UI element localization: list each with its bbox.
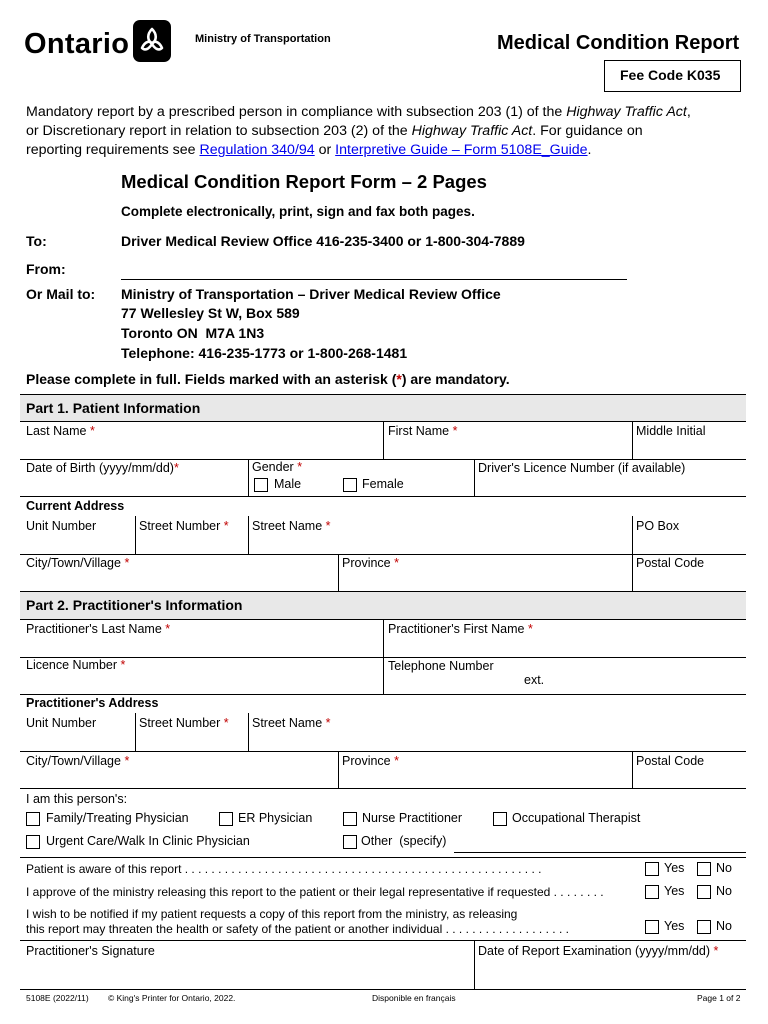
intro-text: ,: [686, 104, 691, 120]
practitioner-street-name-label: Street Name *: [252, 716, 331, 730]
practitioner-unit-label: Unit Number: [26, 716, 97, 730]
intro-line-2: [26, 123, 643, 139]
instruction-text: ) are mandatory.: [401, 371, 510, 387]
complete-instruction: [26, 371, 510, 387]
nurse-practitioner-label: Nurse Practitioner: [362, 811, 463, 825]
regulation-link[interactable]: Regulation 340/94: [199, 142, 315, 158]
urgent-care-label: Urgent Care/Walk In Clinic Physician: [46, 834, 250, 848]
mail-address-line-4: Telephone: 416-235-1773 or 1-800-268-1481: [121, 345, 408, 361]
intro-text: .: [587, 142, 592, 158]
practitioner-postal-label: Postal Code: [636, 754, 705, 768]
approve-release-question: I approve of the ministry releasing this report to the patient or their legal representative if requested . . . . . . . .: [26, 885, 604, 899]
form-number: 5108E (2022/11): [26, 993, 89, 1003]
form-title: Medical Condition Report Form – 2 Pages: [121, 171, 487, 192]
intro-text: reporting requirements see: [26, 142, 200, 158]
ontario-logo-text: Ontario: [24, 28, 130, 60]
mail-address-line-2: 77 Wellesley St W, Box 589: [121, 305, 300, 321]
male-checkbox[interactable]: [254, 478, 268, 492]
fee-code-box: [604, 60, 741, 92]
interpretive-guide-link[interactable]: Interpretive Guide – Form 5108E_Guide: [335, 142, 588, 158]
french-availability: Disponible en français: [372, 993, 456, 1003]
notify-question-line-2: this report may threaten the health or safety of the patient or another individual . . . . . . . . . . . . . . . . . . .: [26, 922, 569, 936]
patient-aware-yes-checkbox[interactable]: [645, 862, 659, 876]
unit-number-label: Unit Number: [26, 519, 97, 533]
part1-heading: Part 1. Patient Information: [26, 400, 201, 416]
role-question: I am this person's:: [26, 792, 128, 806]
mail-address-line-1: Ministry of Transportation – Driver Medical Review Office: [121, 286, 501, 302]
notify-no-checkbox[interactable]: [697, 920, 711, 934]
from-input-line[interactable]: [121, 279, 627, 280]
male-label: Male: [274, 477, 302, 491]
no-label: No: [716, 861, 732, 875]
to-value: Driver Medical Review Office 416-235-3400 or 1-800-304-7889: [121, 233, 525, 249]
form-subtitle: Complete electronically, print, sign and fax both pages.: [121, 204, 475, 219]
yes-label: Yes: [664, 884, 685, 898]
urgent-care-checkbox[interactable]: [26, 835, 40, 849]
first-name-label: First Name *: [388, 424, 458, 438]
part2-heading-bar: [20, 591, 746, 619]
practitioner-street-number-label: Street Number *: [139, 716, 229, 730]
mail-address-line-3: Toronto ON M7A 1N3: [121, 325, 265, 341]
province-label: Province *: [342, 556, 399, 570]
occupational-therapist-label: Occupational Therapist: [512, 811, 641, 825]
practitioner-address-heading: Practitioner's Address: [26, 696, 159, 710]
po-box-label: PO Box: [636, 519, 680, 533]
page-number: Page 1 of 2: [697, 993, 741, 1003]
female-checkbox[interactable]: [343, 478, 357, 492]
telephone-ext-label: ext.: [524, 673, 545, 687]
intro-line-1: [26, 104, 691, 120]
page-title: Medical Condition Report: [497, 32, 740, 54]
gender-label: Gender *: [252, 460, 303, 474]
street-number-label: Street Number *: [139, 519, 229, 533]
female-label: Female: [362, 477, 404, 491]
last-name-label: Last Name *: [26, 424, 95, 438]
intro-line-3: [26, 142, 592, 158]
practitioner-province-label: Province *: [342, 754, 399, 768]
signature-label: Practitioner's Signature: [26, 944, 155, 958]
yes-label: Yes: [664, 861, 685, 875]
intro-text: . For guidance on: [532, 123, 643, 139]
current-address-heading: Current Address: [26, 499, 125, 513]
drivers-licence-label: Driver's Licence Number (if available): [478, 461, 686, 475]
patient-aware-question: Patient is aware of this report . . . . . . . . . . . . . . . . . . . . . . . . . . . . . . . . . . . . . . . . . . . . . . . . . . . . . .: [26, 862, 542, 876]
practitioner-first-name-label: Practitioner's First Name *: [388, 622, 533, 636]
no-label: No: [716, 919, 732, 933]
family-physician-label: Family/Treating Physician: [46, 811, 189, 825]
postal-code-label: Postal Code: [636, 556, 705, 570]
dob-label: Date of Birth (yyyy/mm/dd)*: [26, 461, 179, 475]
intro-text: or Discretionary report in relation to subsection 203 (2) of the: [26, 123, 412, 139]
practitioner-city-label: City/Town/Village *: [26, 754, 130, 768]
ontario-trillium-icon: [133, 20, 171, 62]
telephone-number-label: Telephone Number: [388, 659, 494, 673]
family-physician-checkbox[interactable]: [26, 812, 40, 826]
notify-question-line-1: I wish to be notified if my patient requests a copy of this report from the ministry, as releasing: [26, 907, 518, 921]
to-label: To:: [26, 233, 47, 249]
approve-release-yes-checkbox[interactable]: [645, 885, 659, 899]
patient-aware-no-checkbox[interactable]: [697, 862, 711, 876]
from-label: From:: [26, 261, 66, 277]
er-physician-label: ER Physician: [238, 811, 313, 825]
intro-text: or: [314, 142, 336, 158]
act-name: Highway Traffic Act: [566, 104, 687, 120]
other-checkbox[interactable]: [343, 835, 357, 849]
copyright: © King's Printer for Ontario, 2022.: [108, 993, 236, 1003]
mail-label: Or Mail to:: [26, 286, 96, 302]
city-label: City/Town/Village *: [26, 556, 130, 570]
exam-date-label: Date of Report Examination (yyyy/mm/dd) *: [478, 944, 719, 958]
yes-label: Yes: [664, 919, 685, 933]
other-specify-line[interactable]: [454, 852, 746, 853]
street-name-label: Street Name *: [252, 519, 331, 533]
nurse-practitioner-checkbox[interactable]: [343, 812, 357, 826]
asterisk-marker: *: [396, 371, 402, 387]
practitioner-last-name-label: Practitioner's Last Name *: [26, 622, 171, 636]
approve-release-no-checkbox[interactable]: [697, 885, 711, 899]
middle-initial-label: Middle Initial: [636, 424, 706, 438]
fee-code: Fee Code K035: [620, 67, 721, 83]
part2-heading: Part 2. Practitioner's Information: [26, 597, 243, 613]
intro-text: Mandatory report by a prescribed person in compliance with subsection 203 (1) of the: [26, 104, 567, 120]
part1-heading-bar: [20, 394, 746, 422]
no-label: No: [716, 884, 732, 898]
act-name: Highway Traffic Act: [411, 123, 533, 139]
ministry-name: Ministry of Transportation: [195, 33, 331, 45]
notify-yes-checkbox[interactable]: [645, 920, 659, 934]
licence-number-label: Licence Number *: [26, 658, 126, 672]
occupational-therapist-checkbox[interactable]: [493, 812, 507, 826]
instruction-text: Please complete in full. Fields marked with an asterisk (: [26, 371, 397, 387]
other-label: Other (specify): [361, 834, 447, 848]
er-physician-checkbox[interactable]: [219, 812, 233, 826]
